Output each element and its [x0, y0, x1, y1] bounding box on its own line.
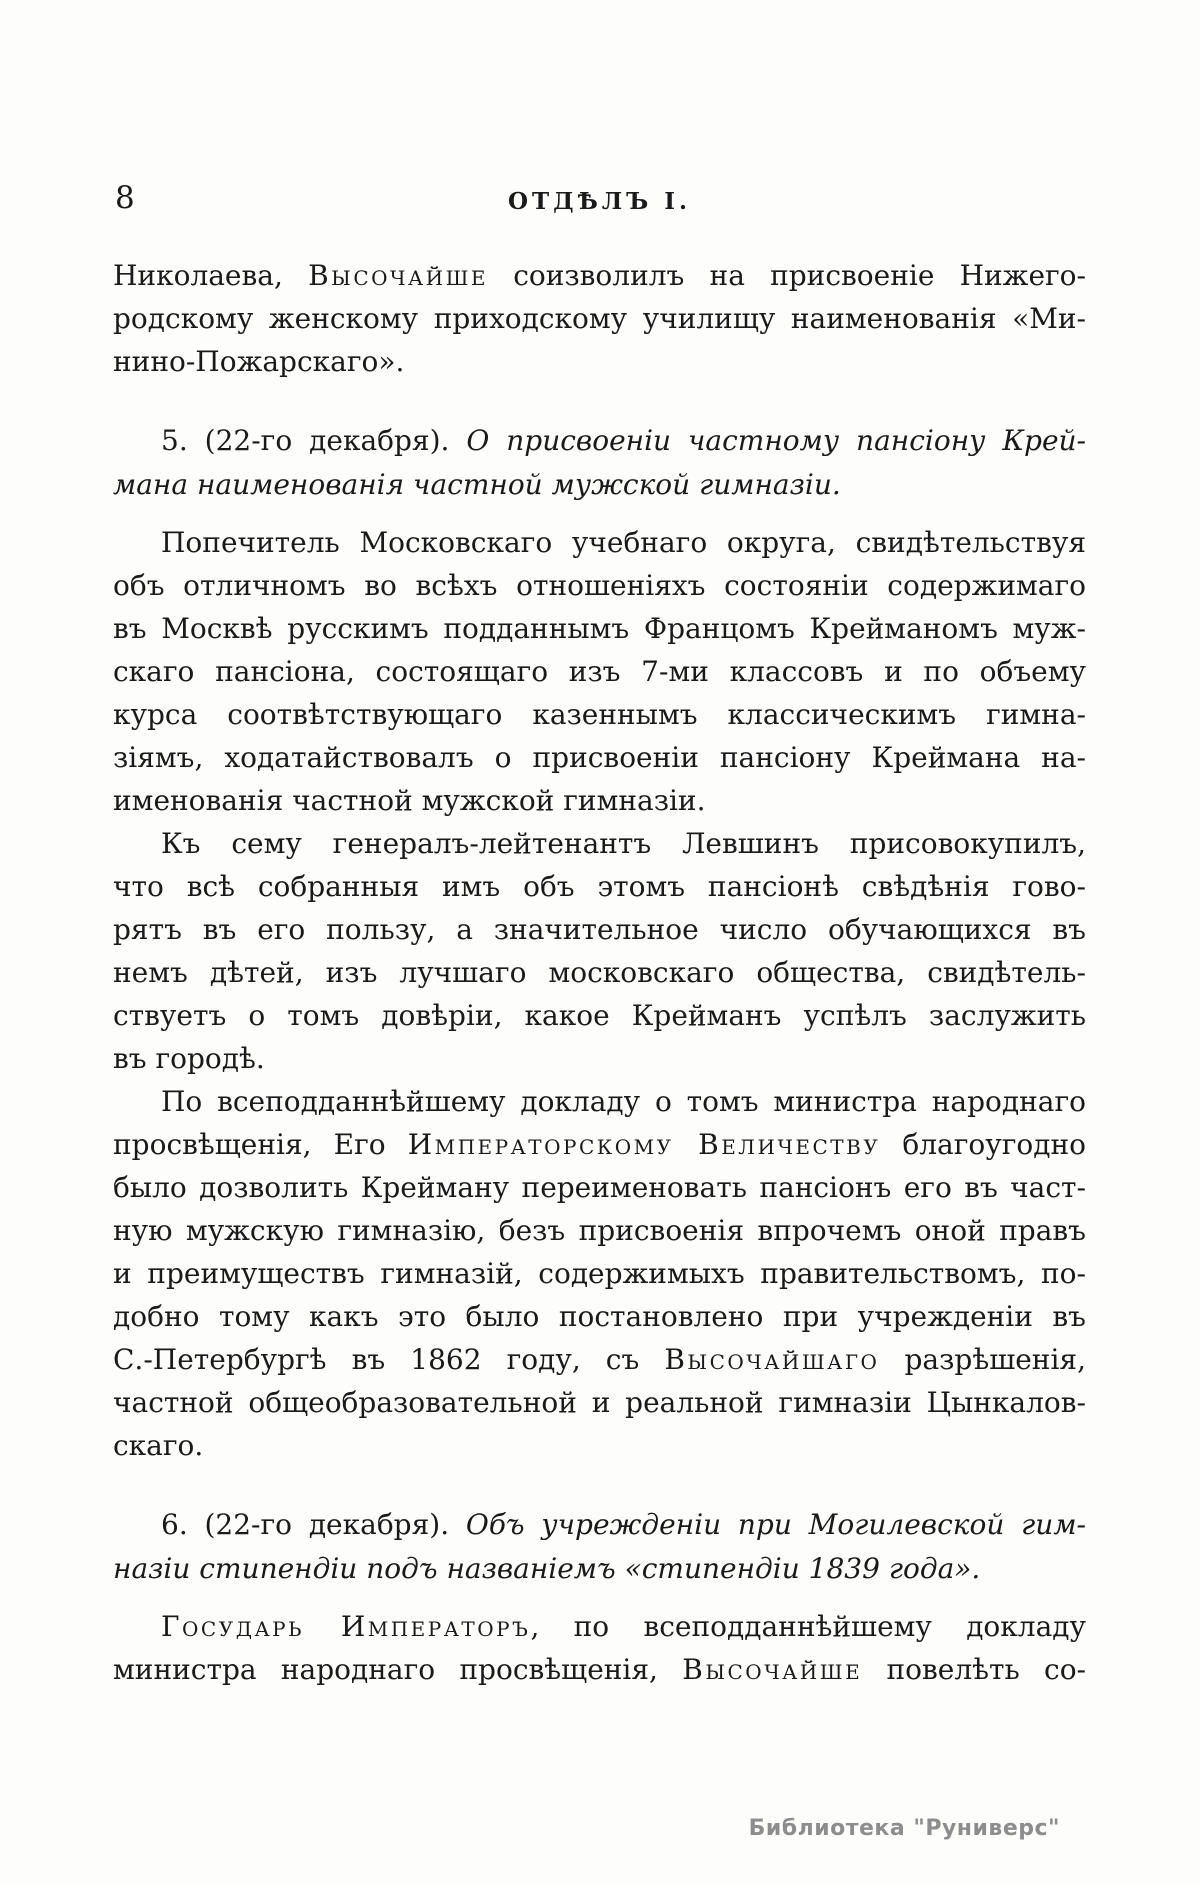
running-title: ОТДѢЛЪ I.: [508, 188, 691, 215]
entry-6-paragraph-1: [113, 1605, 1086, 1691]
page-number: 8: [115, 180, 135, 216]
text-line: [113, 994, 1086, 1037]
text-line: [113, 1295, 1086, 1338]
text-segment: мана наименованія частной мужской гимназіи.: [113, 468, 841, 501]
text-line: [113, 419, 1086, 463]
text-segment: нино-Пожарскаго».: [113, 345, 405, 378]
text-line: [113, 1424, 1086, 1467]
text-segment: скаго.: [113, 1429, 204, 1462]
text-line: [113, 254, 1086, 297]
text-segment: объ отличномъ во всѣхъ отношеніяхъ состояніи содержимаго: [113, 569, 1086, 602]
text-line: [113, 908, 1086, 951]
text-segment: добно тому какъ это было постановлено при учрежденіи въ: [113, 1300, 1086, 1333]
text-line: [113, 1503, 1086, 1547]
text-line: [113, 297, 1086, 340]
text-line: [113, 1381, 1086, 1424]
text-segment: Высочайше: [308, 259, 488, 292]
entry-6-heading: [113, 1503, 1086, 1591]
text-line: [113, 607, 1086, 650]
text-segment: Высочайшаго: [664, 1343, 880, 1376]
text-segment: въ Москвѣ русскимъ подданнымъ Францомъ Крейманомъ муж-: [113, 612, 1086, 645]
text-segment: разрѣшенія,: [879, 1343, 1086, 1376]
text-segment: По всеподданнѣйшему докладу о томъ министра народнаго: [161, 1085, 1086, 1118]
text-segment: Къ сему генералъ-лейтенантъ Левшинъ присовокупилъ,: [161, 827, 1086, 860]
entry-5-paragraph-3: [113, 1080, 1086, 1467]
paragraph-continuation: [113, 254, 1086, 383]
text-line: [113, 736, 1086, 779]
running-head: [113, 180, 1086, 218]
text-segment: 5. (22-го декабря).: [161, 424, 467, 457]
text-line: [113, 1547, 1086, 1591]
text-segment: частной общеобразовательной и реальной гимназіи Цынкалов-: [113, 1386, 1086, 1419]
text-segment: О присвоеніи частному пансіону Крей-: [466, 424, 1087, 457]
text-line: [113, 779, 1086, 822]
library-watermark: Библиотека "Руниверс": [748, 1816, 1060, 1841]
text-blocks: [113, 254, 1086, 1691]
text-line: [113, 521, 1086, 564]
text-line: [113, 1123, 1086, 1166]
text-segment: назіи стипендіи подъ названіемъ «стипендіи 1839 года».: [113, 1552, 981, 1585]
text-segment: просвѣщенія, Его: [113, 1128, 408, 1161]
text-segment: немъ дѣтей, изъ лучшаго московскаго общества, свидѣтель-: [113, 956, 1086, 989]
text-segment: Объ учрежденіи при Могилевской гим-: [465, 1508, 1087, 1541]
text-segment: , по всеподданнѣйшему докладу: [530, 1610, 1086, 1643]
text-segment: курса соотвѣтствующаго казеннымъ классическимъ гимна-: [113, 698, 1086, 731]
text-segment: было дозволить Крейману переименовать пансіонъ его въ част-: [113, 1171, 1086, 1204]
text-line: [113, 1080, 1086, 1123]
text-segment: именованія частной мужской гимназіи.: [113, 784, 706, 817]
text-segment: соизволилъ на присвоеніе Нижего-: [487, 259, 1087, 292]
text-line: [113, 340, 1086, 383]
text-line: [113, 951, 1086, 994]
text-segment: 6. (22-го декабря).: [161, 1508, 466, 1541]
text-segment: С.-Петербургѣ въ 1862 году, съ: [113, 1343, 665, 1376]
text-segment: повелѣть со-: [862, 1653, 1087, 1686]
text-line: [113, 650, 1086, 693]
text-line: [113, 693, 1086, 736]
text-segment: ную мужскую гимназію, безъ присвоенія впрочемъ оной правъ: [113, 1214, 1086, 1247]
text-segment: Императорскому Величеству: [407, 1128, 881, 1161]
text-segment: зіямъ, ходатайствовалъ о присвоеніи пансіону Креймана на-: [113, 741, 1086, 774]
entry-5-paragraph-1: [113, 521, 1086, 822]
text-segment: родскому женскому приходскому училищу наименованія «Ми-: [113, 302, 1086, 335]
text-segment: и преимуществъ гимназій, содержимыхъ правительствомъ, по-: [113, 1257, 1086, 1290]
entry-5-heading: [113, 419, 1086, 507]
text-segment: Николаева,: [113, 259, 309, 292]
text-segment: Государь Императоръ: [161, 1610, 531, 1643]
text-line: [113, 1605, 1086, 1648]
text-line: [113, 463, 1086, 507]
entry-5-paragraph-2: [113, 822, 1086, 1080]
text-segment: Высочайше: [682, 1653, 863, 1686]
text-segment: скаго пансіона, состоящаго изъ 7-ми классовъ и по объему: [113, 655, 1086, 688]
text-segment: ствуетъ о томъ довѣріи, какое Крейманъ успѣлъ заслужить: [113, 999, 1086, 1032]
text-line: [113, 1252, 1086, 1295]
text-line: [113, 1037, 1086, 1080]
text-segment: рятъ въ его пользу, а значительное число обучающихся въ: [113, 913, 1086, 946]
text-line: [113, 1338, 1086, 1381]
text-line: [113, 1166, 1086, 1209]
text-line: [113, 1648, 1086, 1691]
text-line: [113, 1209, 1086, 1252]
page-scan: [113, 180, 1087, 1691]
text-line: [113, 865, 1086, 908]
text-segment: въ городѣ.: [113, 1042, 265, 1075]
text-segment: благоугодно: [880, 1128, 1087, 1161]
text-segment: что всѣ собранныя имъ объ этомъ пансіонѣ свѣдѣнія гово-: [113, 870, 1086, 903]
text-line: [113, 564, 1086, 607]
text-line: [113, 822, 1086, 865]
text-segment: Попечитель Московскаго учебнаго округа, свидѣтельствуя: [161, 526, 1086, 559]
text-segment: министра народнаго просвѣщенія,: [113, 1653, 683, 1686]
